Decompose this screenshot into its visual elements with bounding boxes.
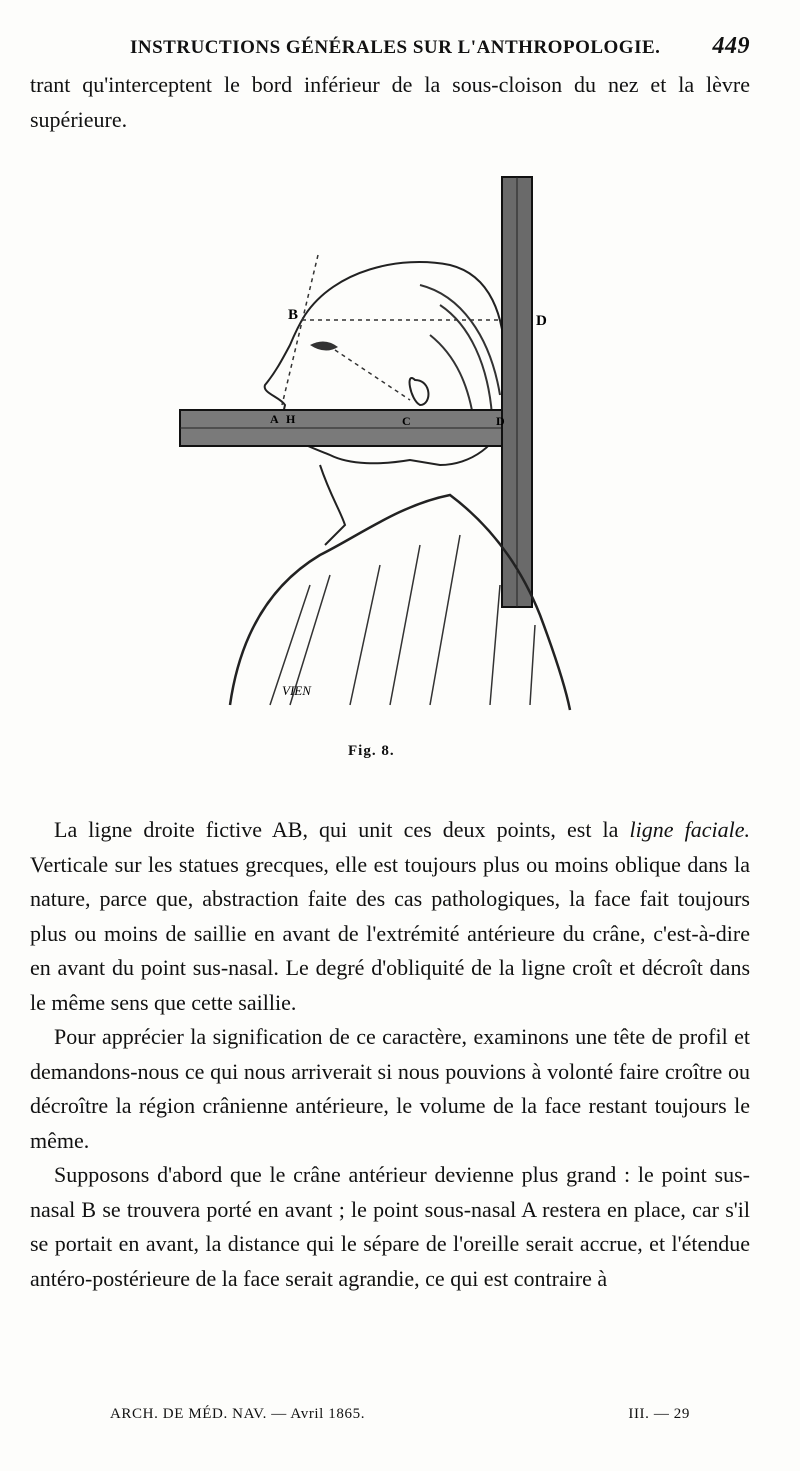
figure-label-b: B <box>288 307 299 323</box>
paragraph-2: Pour apprécier la signification de ce caractère, examinons une tête de profil et demandons-nous ce qui nous arriverait si nous pouvions à volonté faire croître ou décroître la région crânienne antérieure, le volume de la face restant toujours le même. <box>30 1024 750 1153</box>
paragraph-3: Supposons d'abord que le crâne antérieur devienne plus grand : le point sus-nasal B se trouvera porté en avant ; le point sous-nasal A restera en place, car s'il se portait en avant, la distance qui le sépare de l'oreille serait accrue, et l'étendue antéro-postérieure de la face serait agrandie, ce qui est contraire à <box>30 1162 750 1291</box>
figure-profile-engraving <box>170 165 610 725</box>
header-title: INSTRUCTIONS GÉNÉRALES SUR L'ANTHROPOLOGIE. <box>130 37 661 58</box>
page-number: 449 <box>712 33 750 59</box>
dashed-line-ear <box>335 350 410 400</box>
running-footer <box>110 1406 690 1430</box>
figure-caption: Fig. 8. <box>348 743 395 759</box>
figure-label-d-ruler: D <box>496 414 505 428</box>
continued-paragraph: trant qu'interceptent le bord inférieur de la sous-cloison du nez et la lèvre supérieure. <box>30 72 750 132</box>
paragraph-1-before: La ligne droite fictive AB, qui unit ces deux points, est la <box>54 817 630 842</box>
top-text <box>30 68 750 137</box>
eye-mark <box>310 341 338 350</box>
figure-label-c: C <box>402 414 411 428</box>
figure-label-h: H <box>286 412 296 426</box>
paragraph-1-emphasis: ligne faciale. <box>629 817 751 842</box>
body-text <box>30 813 750 1296</box>
running-header <box>130 33 750 63</box>
engraver-signature: VIEN <box>282 683 311 698</box>
neck-outline <box>320 465 345 545</box>
ear-mark <box>410 378 429 405</box>
hair-strokes <box>420 285 500 430</box>
footer-journal: ARCH. DE MÉD. NAV. — Avril 1865. <box>110 1406 366 1422</box>
figure-label-a: A <box>270 412 279 426</box>
figure-label-d-vertical: D <box>536 313 547 329</box>
paragraph-1-after: Verticale sur les statues grecques, elle est toujours plus ou moins oblique dans la nature, parce que, abstraction faite des cas pathologiques, la face fait toujours plus ou moins de saillie en avant de l'extrémité antérieure du crâne, c'est-à-dire en avant du point sus-nasal. Le degré d'obliquité de la ligne croît et décroît dans le même sens que cette saillie. <box>30 851 750 1015</box>
paragraph-1 <box>30 813 750 1020</box>
dashed-line-facial <box>282 255 318 405</box>
footer-signature-mark: III. — 29 <box>628 1406 690 1422</box>
